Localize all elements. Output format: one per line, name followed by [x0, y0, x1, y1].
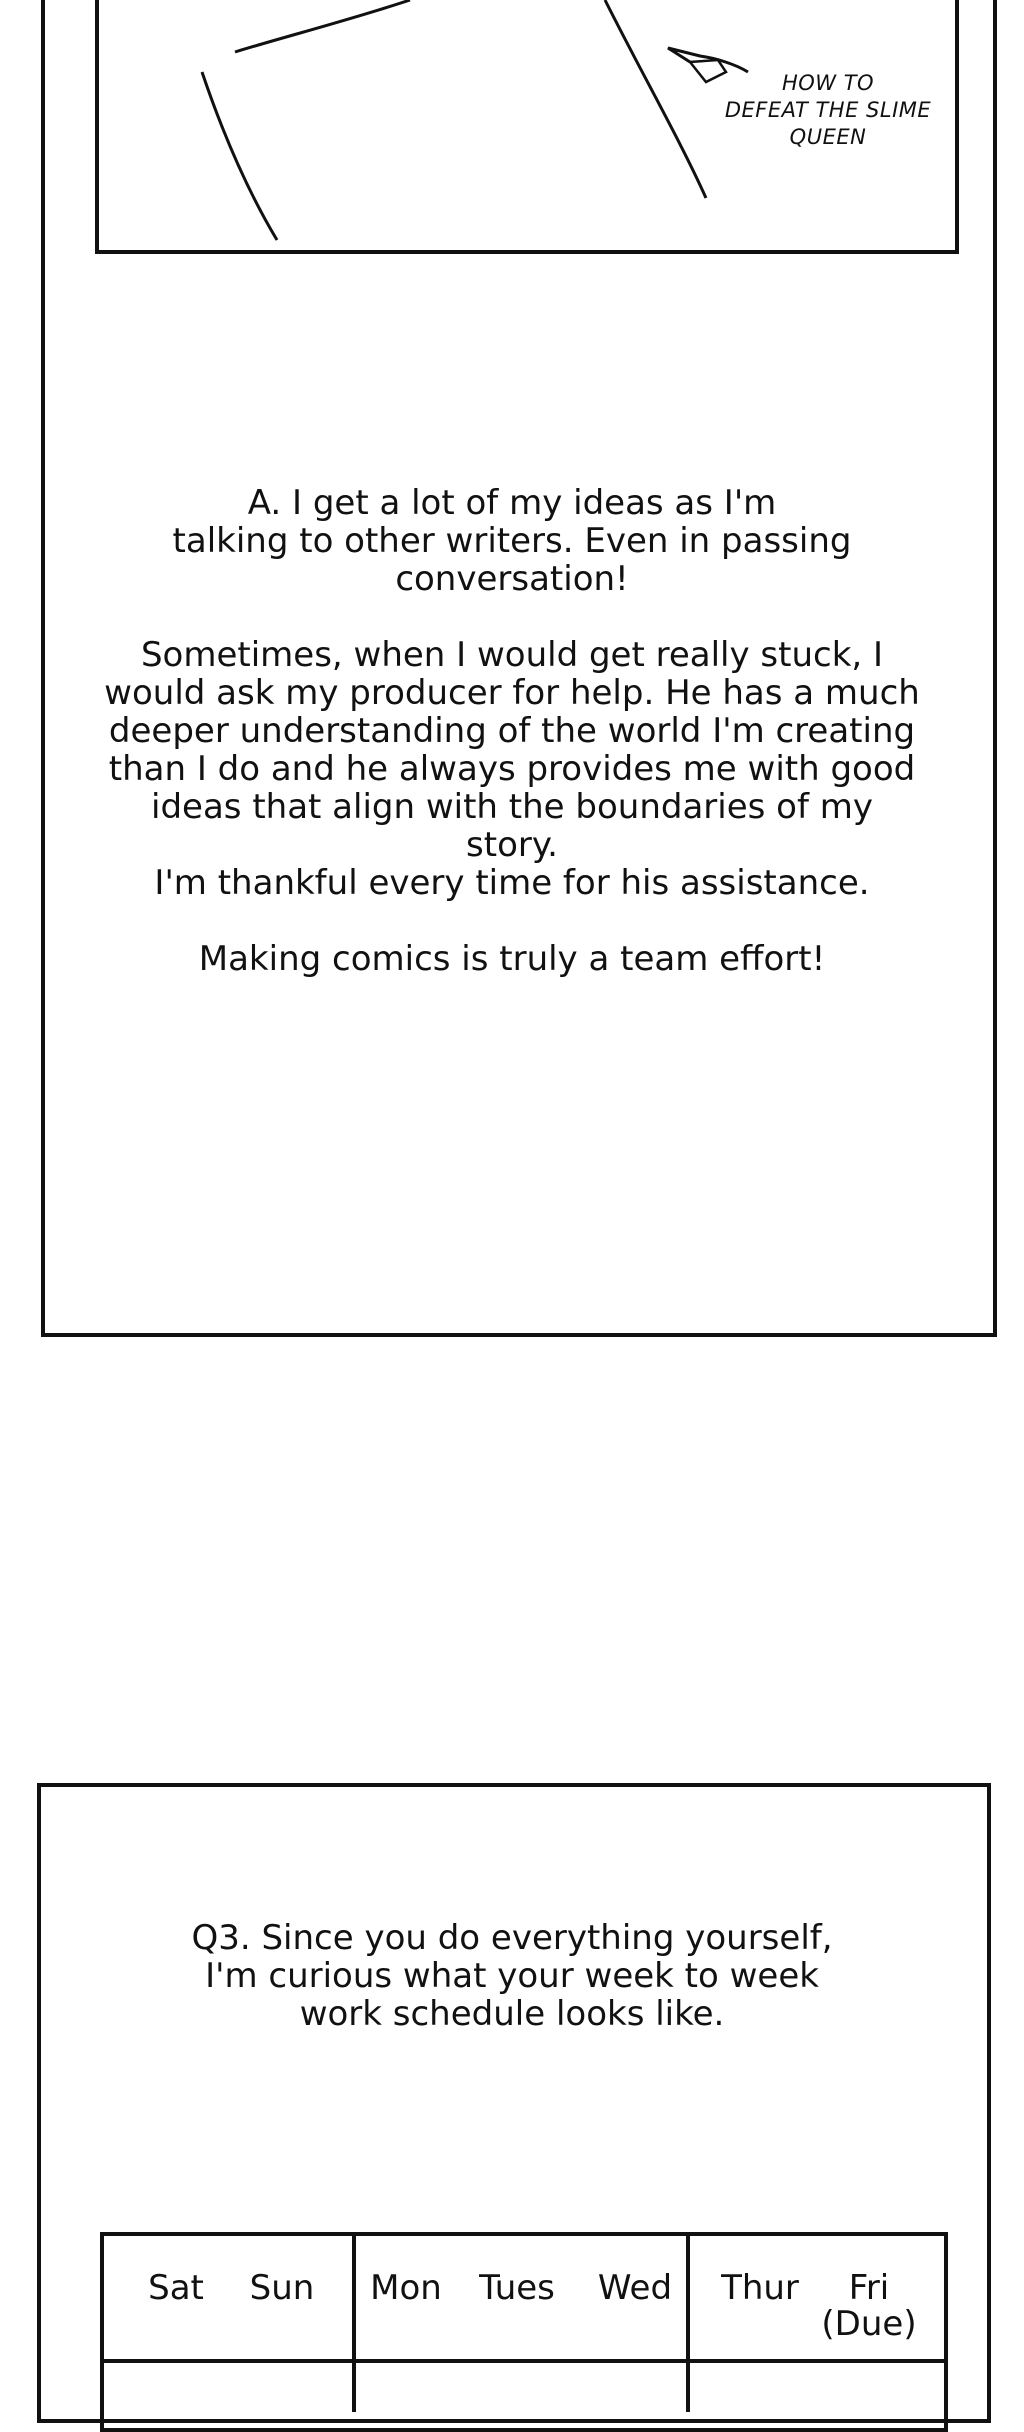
day-tues: Tues: [479, 2268, 555, 2308]
sketch-note-line-2: DEFEAT THE SLIME: [724, 98, 932, 122]
day-mon: Mon: [370, 2268, 442, 2308]
day-fri-due-note: (Due): [821, 2304, 917, 2344]
question-text: [100, 1919, 924, 2033]
schedule-divider-midweek: [686, 2232, 690, 2412]
day-sat: Sat: [148, 2268, 204, 2308]
schedule-divider-weekend: [352, 2232, 356, 2412]
answer-p3-line-1: Making comics is truly a team effort!: [198, 939, 826, 979]
question-line-2: I'm curious what your week to week: [205, 1956, 819, 1996]
day-fri: Fri: [848, 2268, 890, 2308]
answer-p1-line-3: conversation!: [395, 559, 629, 599]
sketch-note-line-1: HOW TO: [781, 71, 875, 95]
day-wed: Wed: [597, 2268, 673, 2308]
answer-p2-line-1: Sometimes, when I would get really stuck, I: [140, 635, 884, 675]
day-thur: Thur: [721, 2268, 799, 2308]
sketch-note-line-3: QUEEN: [789, 125, 867, 149]
question-line-3: work schedule looks like.: [299, 1994, 725, 2034]
question-line-1: Q3. Since you do everything yourself,: [191, 1918, 833, 1958]
sketch-note: [704, 70, 952, 151]
day-sun: Sun: [249, 2268, 315, 2308]
answer-paragraph-2: [100, 636, 924, 902]
schedule-header-divider: [100, 2359, 948, 2363]
answer-p2-line-6: I'm thankful every time for his assistance.: [154, 863, 870, 903]
answer-p1-line-2: talking to other writers. Even in passing: [172, 521, 852, 561]
answer-text: [100, 484, 924, 978]
answer-p2-line-5: ideas that align with the boundaries of my story.: [151, 787, 873, 865]
answer-p1-line-1: A. I get a lot of my ideas as I'm: [247, 483, 777, 523]
answer-paragraph-1: [100, 484, 924, 598]
answer-paragraph-3: [100, 940, 924, 978]
answer-p2-line-2: would ask my producer for help. He has a much: [104, 673, 920, 713]
answer-p2-line-4: than I do and he always provides me with good: [108, 749, 916, 789]
answer-p2-line-3: deeper understanding of the world I'm creating: [108, 711, 916, 751]
